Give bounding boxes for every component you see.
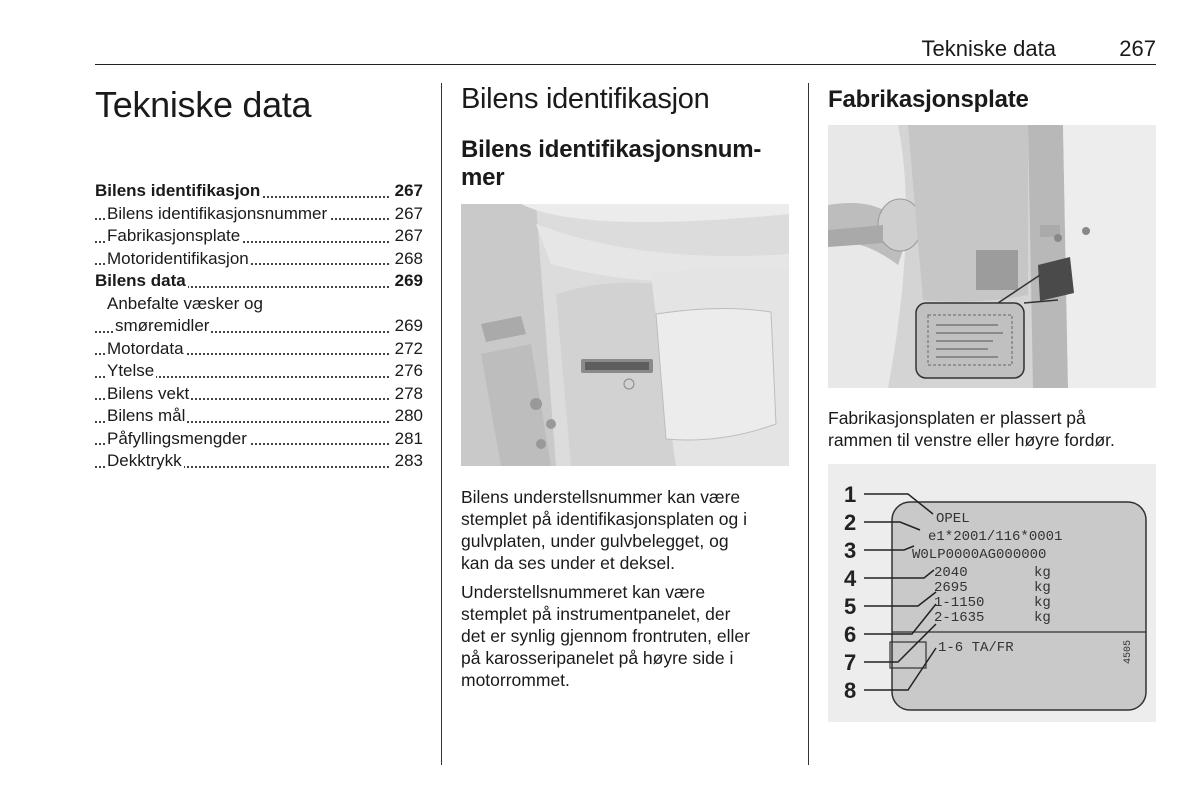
- manufacturer-plate-diagram: [828, 464, 1156, 722]
- vin-paragraph-2: [461, 581, 791, 691]
- text-line: Understellsnummeret kan være: [461, 582, 706, 602]
- toc-entry[interactable]: [95, 203, 423, 226]
- subsection-title: Fabrikasjonsplate: [828, 86, 1029, 113]
- toc-entry[interactable]: [95, 405, 423, 428]
- callout-1: 1: [844, 482, 857, 507]
- text-line: rammen til venstre eller høyre fordør.: [828, 430, 1115, 450]
- toc-entry-label: Bilens vekt: [107, 383, 190, 403]
- table-of-contents: [95, 180, 423, 473]
- toc-entry-page: 283: [393, 450, 423, 473]
- toc-entry-page: 267: [393, 180, 423, 203]
- toc-entry[interactable]: [95, 360, 423, 383]
- toc-entry-label: Fabrikasjonsplate: [107, 226, 241, 245]
- plate-line-4: 2040: [934, 565, 968, 581]
- toc-entry-page: 268: [393, 248, 423, 271]
- toc-entry-page: 267: [393, 225, 423, 248]
- toc-entry[interactable]: [95, 428, 423, 451]
- callout-6: 6: [844, 622, 857, 647]
- toc-entry[interactable]: [95, 293, 423, 316]
- text-line: gulvplaten, under gulvbelegget, og: [461, 531, 729, 551]
- vin-paragraph-1: [461, 486, 791, 574]
- toc-entry-page: 272: [393, 338, 423, 361]
- toc-entry-page: 281: [393, 428, 423, 451]
- running-header: [95, 36, 1156, 65]
- column-divider: [808, 83, 809, 765]
- toc-entry-label: Bilens identifikasjonsnummer: [107, 203, 328, 223]
- toc-entry[interactable]: [95, 180, 423, 203]
- text-line: kan da ses under et deksel.: [461, 553, 676, 573]
- toc-entry-page: 276: [393, 360, 423, 383]
- toc-entry[interactable]: [95, 383, 423, 406]
- toc-entry[interactable]: [95, 450, 423, 473]
- page-number: 267: [1119, 36, 1156, 61]
- toc-entry-page: 280: [393, 405, 423, 428]
- plate-diagram-svg: [828, 464, 1156, 722]
- toc-entry[interactable]: [95, 225, 423, 248]
- toc-entry-label: Bilens mål: [107, 406, 186, 425]
- callout-2: 2: [844, 510, 857, 535]
- plate-side-code: 4505: [1123, 639, 1134, 664]
- plate-line-8: 1-6 TA/FR: [938, 640, 1014, 656]
- text-line: Fabrikasjonsplaten er plassert på: [828, 408, 1086, 428]
- callout-5: 5: [844, 594, 857, 619]
- text-line: motorrommet.: [461, 670, 570, 690]
- text-line: stemplet på instrumentpanelet, der: [461, 604, 731, 624]
- subsection-title: [461, 136, 761, 192]
- callout-3: 3: [844, 538, 857, 563]
- plate-location-paragraph: [828, 407, 1158, 451]
- section-title: Bilens identifikasjon: [461, 83, 710, 115]
- plate-line-5: 2695: [934, 580, 968, 596]
- plate-line-2: e1*2001/116*0001: [928, 529, 1063, 545]
- text-line: på karosseripanelet på høyre side i: [461, 648, 734, 668]
- plate-unit: kg: [1034, 595, 1051, 611]
- toc-entry-page: 278: [393, 383, 423, 406]
- toc-entry[interactable]: [95, 338, 423, 361]
- toc-entry[interactable]: [95, 270, 423, 293]
- plate-line-6: 1-1150: [934, 595, 985, 611]
- callout-8: 8: [844, 678, 857, 703]
- text-line: stemplet på identifikasjonsplaten og i: [461, 509, 748, 529]
- callout-7: 7: [844, 650, 857, 675]
- toc-entry-label: Motordata: [107, 338, 184, 358]
- toc-entry-label: Ytelse: [107, 361, 155, 380]
- text-line: det er synlig gjennom frontruten, eller: [461, 626, 750, 646]
- toc-entry-label: Påfyllingsmengder: [107, 428, 247, 448]
- toc-entry-label: smøremidler: [115, 316, 210, 335]
- callout-4: 4: [844, 566, 857, 591]
- plate-unit: kg: [1034, 580, 1051, 596]
- toc-entry[interactable]: [95, 248, 423, 271]
- manufacturer-plate-photo: [828, 125, 1156, 388]
- plate-line-3: W0LP0000AG000000: [912, 547, 1047, 563]
- plate-line-1: OPEL: [936, 511, 970, 527]
- plate-line-7: 2-1635: [934, 610, 985, 626]
- subsection-title-line: mer: [461, 164, 505, 191]
- toc-entry[interactable]: [95, 315, 423, 338]
- toc-entry-label: Anbefalte væsker og: [107, 293, 263, 313]
- toc-entry-label: Motoridentifikasjon: [107, 248, 249, 268]
- column-divider: [441, 83, 442, 765]
- toc-entry-label: Dekktrykk: [107, 451, 182, 470]
- toc-entry-label: Bilens identifikasjon: [95, 181, 261, 200]
- chapter-title: Tekniske data: [95, 84, 312, 125]
- toc-entry-page: 269: [393, 315, 423, 338]
- door-frame-illustration: [828, 125, 1156, 388]
- plate-unit: kg: [1034, 610, 1051, 626]
- dashboard-illustration: [461, 204, 789, 466]
- vin-location-photo: [461, 204, 789, 466]
- running-header-section: Tekniske data: [921, 36, 1056, 61]
- toc-entry-page: 269: [393, 270, 423, 293]
- toc-entry-label: Bilens data: [95, 271, 186, 290]
- toc-entry-page: 267: [393, 203, 423, 226]
- text-line: Bilens understellsnummer kan være: [461, 487, 741, 507]
- subsection-title-line: Bilens identifikasjonsnum-: [461, 136, 762, 163]
- plate-unit: kg: [1034, 565, 1051, 581]
